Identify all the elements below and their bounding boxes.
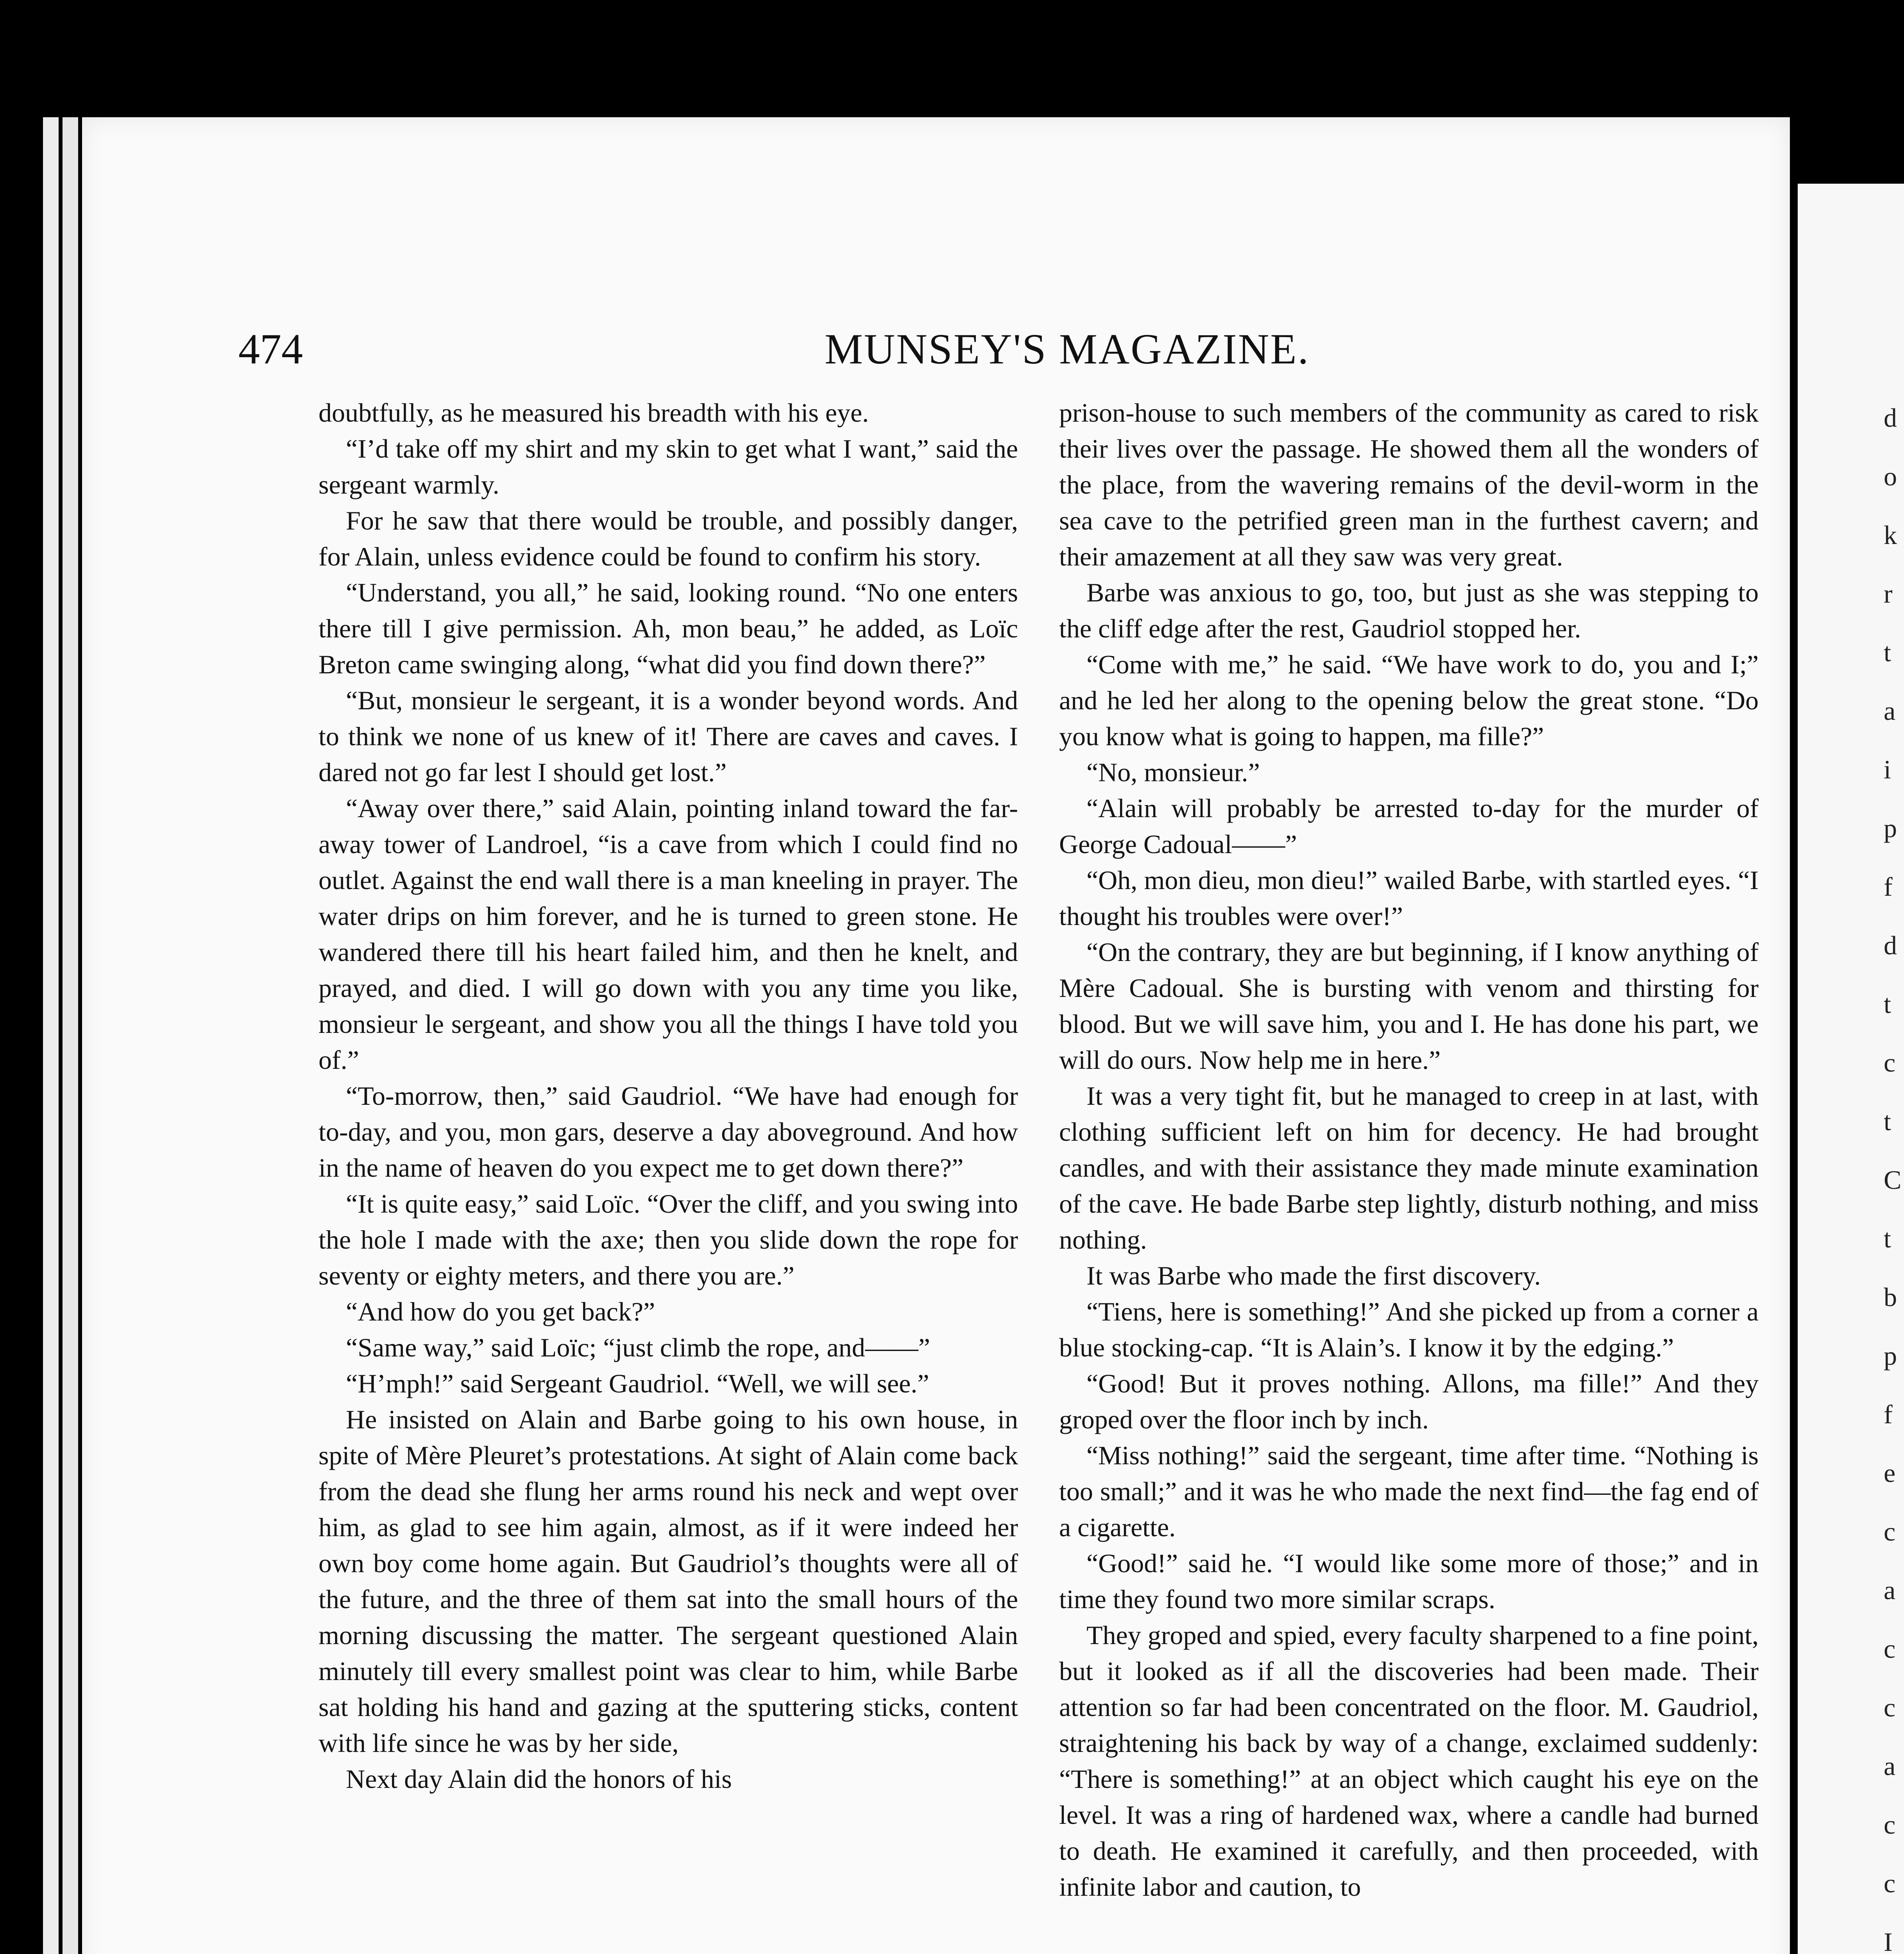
paragraph: “Miss nothing!” said the sergeant, time after time. “Nothing is too small;” and it was he who made the next find—the fag end of a cigarette.: [1059, 1440, 1759, 1542]
adjacent-page-fragment: t: [1884, 1224, 1891, 1253]
paragraph: “Good!” said he. “I would like some more of those;” and in time they found two more similar scraps.: [1059, 1548, 1759, 1614]
paragraph: It was Barbe who made the first discovery.: [1086, 1261, 1541, 1290]
paragraph: “Come with me,” he said. “We have work to do, you and I;” and he led her along to the opening below the great stone. “Do you know what is going to happen, ma fille?”: [1059, 650, 1759, 751]
adjacent-page-fragment: o: [1884, 462, 1897, 491]
paragraph: “I’d take off my shirt and my skin to get what I want,” said the sergeant warmly.: [319, 434, 1018, 499]
adjacent-page-fragment: f: [1884, 1399, 1893, 1429]
paragraph: “No, monsieur.”: [1086, 757, 1260, 787]
adjacent-page-fragment: t: [1884, 1106, 1891, 1136]
running-head: MUNSEY'S MAGAZINE.: [825, 325, 1310, 373]
page-edge: [63, 117, 78, 1954]
paragraph: “Same way,” said Loïc; “just climb the rope, and——”: [346, 1333, 930, 1362]
adjacent-page-fragment: r: [1884, 579, 1893, 608]
paragraph: doubtfully, as he measured his breadth with his eye.: [319, 398, 869, 428]
paragraph: “To-morrow, then,” said Gaudriol. “We have had enough for to-day, and you, mon gars, deserve a day aboveground. And how in the name of heaven do you expect me to get down there?”: [319, 1081, 1018, 1183]
adjacent-page-fragment: c: [1884, 1693, 1896, 1722]
adjacent-page-fragment: e: [1884, 1458, 1896, 1488]
paragraph: “Understand, you all,” he said, looking round. “No one enters there till I give permission. Ah, mon beau,” he added, as Loïc Breton came swinging along, “what did you find down there?”: [319, 578, 1018, 679]
adjacent-page-fragment: d: [1884, 930, 1897, 960]
adjacent-page-sliver: [1798, 184, 1904, 1954]
page-edge: [43, 117, 59, 1954]
paragraph: “H’mph!” said Sergeant Gaudriol. “Well, we will see.”: [346, 1369, 929, 1398]
paragraph: Barbe was anxious to go, too, but just as she was stepping to the cliff edge after the rest, Gaudriol stopped her.: [1059, 578, 1759, 643]
adjacent-page-fragment: i: [1884, 755, 1891, 784]
paragraph: For he saw that there would be trouble, and possibly danger, for Alain, unless evidence could be found to confirm his story.: [319, 506, 1018, 571]
paragraph: “Oh, mon dieu, mon dieu!” wailed Barbe, with startled eyes. “I thought his troubles were over!”: [1059, 865, 1759, 931]
paragraph: He insisted on Alain and Barbe going to his own house, in spite of Mère Pleuret’s protestations. At sight of Alain come back from the dead she flung her arms round his neck and wept over him, as glad to see him again, almost, as if it were indeed her own boy come home again. But Gaudriol’s thoughts were all of the future, and the three of them sat into the small hours of the morning discussing the matter. The sergeant questioned Alain minutely till every smallest point was clear to him, while Barbe sat holding his hand and gazing at the sputtering sticks, content with life since he was by her side,: [319, 1405, 1018, 1758]
adjacent-page-fragment: f: [1884, 872, 1893, 902]
paragraph: “Tiens, here is something!” And she picked up from a corner a blue stocking-cap. “It is Alain’s. I know it by the edging.”: [1059, 1297, 1759, 1362]
adjacent-page-fragment: t: [1884, 989, 1891, 1019]
adjacent-page-fragment: c: [1884, 1868, 1896, 1898]
adjacent-page-fragment: p: [1884, 813, 1897, 843]
adjacent-page-fragment: c: [1884, 1810, 1896, 1839]
paragraph: prison-house to such members of the community as cared to risk their lives over the passage. He showed them all the wonders of the place, from the wavering remains of the devil-worm in the sea cave to the petrified green man in the furthest cavern; and their amazement at all they saw was very great.: [1059, 398, 1759, 571]
adjacent-page-fragment: k: [1884, 520, 1897, 550]
adjacent-page-fragment: C: [1884, 1165, 1902, 1195]
paragraph: It was a very tight fit, but he managed to creep in at last, with clothing sufficient left on him for decency. He had brought candles, and with their assistance they made minute examination of the cave. He bade Barbe step lightly, disturb nothing, and miss nothing.: [1059, 1081, 1759, 1254]
adjacent-page-fragment: a: [1884, 696, 1896, 726]
adjacent-page-fragment: c: [1884, 1048, 1896, 1077]
adjacent-page-fragment: c: [1884, 1517, 1896, 1546]
adjacent-page-fragment: c: [1884, 1634, 1896, 1664]
adjacent-page-fragment: p: [1884, 1341, 1897, 1371]
paragraph: They groped and spied, every faculty sharpened to a fine point, but it looked as if all the discoveries had been made. Their attention so far had been concentrated on the floor. M. Gaudriol, straightening his back by way of a change, exclaimed suddenly: “There is something!” at an object which caught his eye on the level. It was a ring of hardened wax, where a candle had burned to death. He examined it carefully, and then proceeded, with infinite labor and caution, to: [1059, 1620, 1759, 1902]
adjacent-page-fragment: d: [1884, 403, 1897, 433]
adjacent-page-fragment: a: [1884, 1751, 1896, 1781]
adjacent-page-fragment: t: [1884, 637, 1891, 667]
adjacent-page-fragment: I: [1884, 1927, 1893, 1954]
paragraph: “And how do you get back?”: [346, 1297, 655, 1326]
paragraph: “Good! But it proves nothing. Allons, ma fille!” And they groped over the floor inch by inch.: [1059, 1369, 1759, 1434]
paragraph: “Away over there,” said Alain, pointing inland toward the far-away tower of Landroel, “is a cave from which I could find no outlet. Against the end wall there is a man kneeling in prayer. The water drips on him forever, and he is turned to green stone. He wandered there till his heart failed him, and then he knelt, and prayed, and died. I will go down with you any time you like, monsieur le sergeant, and show you all the things I have told you of.”: [319, 793, 1018, 1075]
paragraph: “It is quite easy,” said Loïc. “Over the cliff, and you swing into the hole I made with the axe; then you slide down the rope for seventy or eighty meters, and there you are.”: [319, 1189, 1018, 1290]
paragraph: “But, monsieur le sergeant, it is a wonder beyond words. And to think we none of us knew of it! There are caves and caves. I dared not go far lest I should get lost.”: [319, 685, 1018, 787]
page-number: 474: [238, 325, 303, 373]
right-column: [1059, 395, 1759, 1954]
page-header: [238, 324, 1790, 371]
adjacent-page-fragment: a: [1884, 1575, 1896, 1605]
adjacent-page-fragment: b: [1884, 1282, 1897, 1312]
paragraph: “On the contrary, they are but beginning, if I know anything of Mère Cadoual. She is bursting with venom and thirsting for blood. But we will save him, you and I. He has done his part, we will do ours. Now help me in here.”: [1059, 937, 1759, 1075]
left-column: [319, 395, 1018, 1954]
paragraph: “Alain will probably be arrested to-day for the murder of George Cadoual——”: [1059, 793, 1759, 859]
paragraph: Next day Alain did the honors of his: [346, 1764, 732, 1794]
